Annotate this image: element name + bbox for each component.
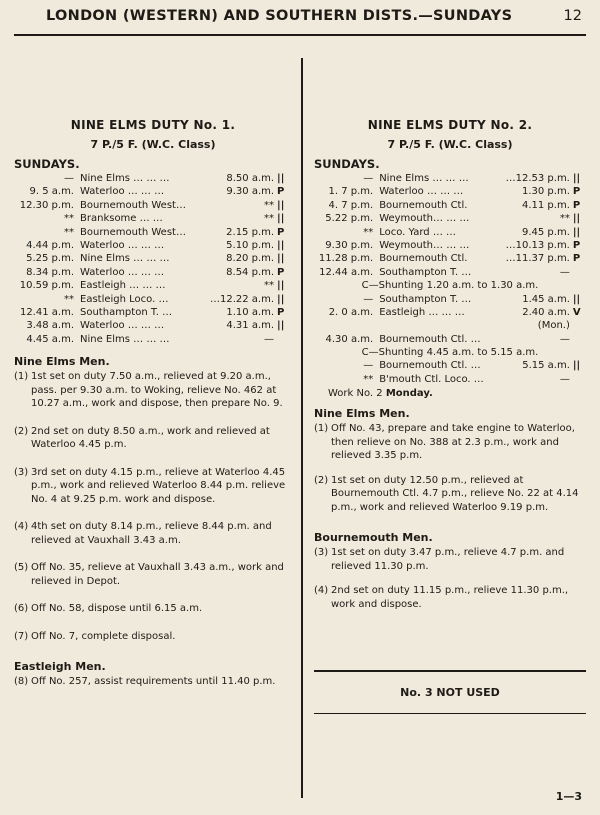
service-flag: || — [277, 239, 285, 251]
location: Southampton T. … — [379, 293, 472, 305]
arrival-time: 5.22 p.m. — [325, 213, 374, 225]
work-line: Work No. 2 Monday. — [328, 388, 433, 400]
departure-time: ** — [264, 199, 275, 211]
duty-2-class: 7 P./5 F. (W.C. Class) — [387, 138, 513, 151]
table-row — [14, 227, 291, 240]
note-text: 3rd set on duty 4.15 p.m., relieve at Waterloo 4.45 p.m., work and relieved Waterloo 8.44 p.m. relieve No. 4 at 9.25 p.m. work and dispose. — [31, 466, 286, 505]
table-row — [314, 360, 586, 373]
group-gap — [314, 514, 586, 523]
crew-note — [14, 602, 292, 616]
location: Bournemouth West… — [80, 199, 186, 211]
arrival-time: 9.30 p.m. — [325, 239, 374, 251]
service-flag — [570, 320, 586, 333]
arrival-time: ** — [64, 293, 74, 305]
departure-time: — — [559, 266, 570, 278]
shunting-note — [314, 280, 586, 293]
service-flag: || — [277, 213, 285, 225]
arrival-time: 1. 7 p.m. — [328, 186, 374, 198]
arrival-time: 12.41 a.m. — [19, 306, 74, 318]
location: Eastleigh … … … — [379, 306, 465, 318]
arrival-time: 10.59 p.m. — [19, 280, 74, 292]
left-column — [14, 40, 292, 698]
note-text: 2nd set on duty 8.50 a.m., work and relieved at Waterloo 4.45 p.m. — [31, 425, 270, 451]
page-header — [0, 0, 600, 36]
shunting-note-text: C—Shunting 4.45 a.m. to 5.15 a.m. — [361, 347, 539, 359]
location: Southampton T. … — [379, 266, 472, 278]
departure-time: ** — [559, 213, 570, 225]
arrival-time: — — [64, 173, 74, 184]
service-flag: P — [277, 186, 285, 198]
note-number: (3) — [14, 466, 29, 478]
group-gap — [314, 611, 586, 620]
arrival-time: 4.30 a.m. — [325, 333, 374, 345]
service-flag: V — [572, 306, 581, 318]
arrival-time: 12.30 p.m. — [19, 199, 74, 211]
departure-time: 2.15 p.m. — [226, 226, 275, 238]
arrival-time: — — [363, 360, 374, 372]
crew-note — [14, 466, 292, 507]
service-flag: P — [572, 239, 581, 251]
duty-1-section: SUNDAYS. — [14, 157, 80, 171]
table-row — [314, 200, 586, 213]
table-row — [314, 253, 586, 266]
service-flag — [274, 334, 291, 347]
note-number: (2) — [314, 474, 329, 486]
departure-time: 5.15 a.m. — [522, 360, 570, 372]
location: Eastleigh Loco. … — [80, 293, 169, 305]
note-text: 1st set on duty 3.47 p.m., relieve 4.7 p.m. and relieved 11.30 p.m. — [331, 547, 565, 572]
arrival-time: ** — [64, 226, 74, 238]
departure-time: 5.10 p.m. — [226, 239, 275, 251]
service-flag: P — [277, 266, 285, 278]
note-number: (3) — [314, 547, 329, 559]
service-flag: P — [572, 186, 581, 198]
duty-2-notes — [314, 407, 586, 620]
crew-note — [314, 422, 586, 463]
table-row — [314, 227, 586, 240]
note-text: 4th set on duty 8.14 p.m., relieve 8.44 p.m. and relieved at Vauxhall 3.43 a.m. — [31, 521, 272, 546]
location: Waterloo … … … — [80, 320, 165, 332]
table-row — [314, 240, 586, 253]
not-used-rule-bottom — [314, 713, 586, 715]
note-number: (6) — [14, 603, 29, 615]
location: Nine Elms … … … — [80, 253, 170, 265]
departure-time: …12.22 a.m. — [210, 293, 275, 305]
location: Bournemouth Ctl. — [379, 199, 468, 211]
departure-time: ** — [264, 280, 275, 292]
service-flag — [570, 374, 586, 387]
service-flag: || — [277, 320, 285, 332]
crew-heading: Eastleigh Men. — [14, 660, 106, 674]
table-row — [14, 240, 291, 253]
duty-2-title: NINE ELMS DUTY No. 2. — [367, 118, 533, 132]
note-gap — [14, 547, 292, 559]
departure-time: 9.45 p.m. — [521, 226, 570, 238]
crew-note — [14, 370, 292, 411]
note-gap — [14, 588, 292, 600]
table-row — [314, 267, 586, 280]
arrival-time: 4. 7 p.m. — [328, 199, 374, 211]
departure-time: (Mon.) — [537, 320, 570, 332]
page-title: LONDON (WESTERN) AND SOUTHERN DISTS.—SUNDAYS — [46, 8, 513, 24]
note-number: (1) — [314, 423, 329, 435]
header-rule — [14, 34, 586, 36]
crew-note — [14, 630, 292, 644]
crew-heading: Nine Elms Men. — [314, 407, 410, 421]
table-row — [14, 280, 291, 293]
note-number: (8) — [14, 676, 29, 688]
note-text: 1st set on duty 12.50 p.m., relieved at Bournemouth Ctl. 4.7 p.m., relieve No. 22 at 4.14 p.m., work and relieved Waterloo 9.19 p.m. — [331, 474, 579, 513]
table-row — [14, 294, 291, 307]
crew-note — [314, 546, 586, 573]
table-row — [314, 334, 586, 347]
service-flag: P — [277, 226, 285, 238]
table-row — [314, 374, 586, 387]
crew-note — [14, 675, 292, 689]
departure-time: 1.30 p.m. — [521, 186, 570, 198]
departure-time: …10.13 p.m. — [505, 239, 570, 251]
departure-time: ** — [264, 213, 275, 225]
table-row — [14, 267, 291, 280]
note-gap — [14, 452, 292, 464]
crew-note — [314, 584, 586, 611]
note-gap — [14, 506, 292, 518]
crew-heading: Nine Elms Men. — [14, 355, 110, 369]
note-text: Off No. 7, complete disposal. — [31, 630, 176, 642]
location: Bournemouth Ctl. … — [379, 360, 481, 372]
departure-time: 8.20 p.m. — [226, 253, 275, 265]
duty-1-title: NINE ELMS DUTY No. 1. — [70, 118, 236, 132]
note-gap — [314, 463, 586, 472]
arrival-time: 11.28 p.m. — [318, 253, 374, 265]
table-row — [314, 320, 586, 333]
table-row — [314, 213, 586, 226]
departure-time: 2.40 a.m. — [522, 306, 570, 318]
location: B'mouth Ctl. Loco. … — [379, 373, 484, 385]
table-row — [14, 253, 291, 266]
service-flag: || — [572, 213, 581, 225]
note-number: (5) — [14, 562, 29, 574]
table-row — [14, 186, 291, 199]
page-ref: 1—3 — [555, 790, 582, 803]
crew-heading: Bournemouth Men. — [314, 531, 433, 545]
departure-time: 8.50 a.m. — [226, 173, 275, 184]
duty-2-section: SUNDAYS. — [314, 157, 380, 171]
note-gap — [14, 411, 292, 423]
service-flag: P — [277, 306, 285, 318]
duty-1-timetable — [14, 173, 291, 347]
departure-time: 4.11 p.m. — [521, 199, 570, 211]
location: Bournemouth Ctl. … — [379, 333, 481, 345]
departure-time: — — [264, 333, 275, 345]
right-column — [314, 40, 586, 714]
table-row — [14, 173, 291, 186]
note-text: Off No. 257, assist requirements until 11.40 p.m. — [31, 676, 276, 688]
crew-note — [14, 425, 292, 452]
service-flag: || — [572, 293, 581, 305]
service-flag: || — [572, 360, 581, 372]
table-row — [314, 186, 586, 199]
departure-time: …11.37 p.m. — [505, 253, 570, 265]
arrival-time — [314, 320, 379, 333]
departure-time: — — [559, 373, 570, 385]
location: Waterloo … … … — [80, 239, 165, 251]
note-text: Off No. 43, prepare and take engine to Waterloo, then relieve on No. 388 at 2.3 p.m., work and relieved 3.35 p.m. — [331, 423, 575, 462]
location: Nine Elms … … … — [80, 173, 170, 184]
service-flag: || — [277, 293, 285, 305]
arrival-time: 12.44 a.m. — [319, 266, 374, 278]
location: Bournemouth West… — [80, 226, 186, 238]
crew-note — [314, 474, 586, 515]
location: Branksome … … — [80, 213, 163, 225]
departure-time: 9.30 a.m. — [226, 186, 275, 198]
arrival-time: ** — [363, 226, 374, 238]
location: Waterloo … … … — [80, 266, 165, 278]
location: Loco. Yard … … — [379, 226, 456, 238]
arrival-time: 5.25 p.m. — [26, 253, 74, 265]
arrival-time: 2. 0 a.m. — [328, 306, 374, 318]
column-divider — [301, 58, 303, 798]
group-gap — [14, 643, 292, 652]
departure-time: 1.10 a.m. — [226, 306, 275, 318]
note-number: (7) — [14, 630, 29, 642]
note-number: (2) — [14, 425, 29, 437]
table-row — [14, 334, 291, 347]
note-number: (4) — [14, 521, 29, 533]
note-gap — [314, 573, 586, 582]
location — [379, 320, 505, 333]
location: Waterloo … … … — [379, 186, 464, 198]
table-row — [314, 294, 586, 307]
departure-time: 1.45 a.m. — [522, 293, 570, 305]
arrival-time: ** — [64, 213, 74, 225]
shunting-note-text: C—Shunting 1.20 a.m. to 1.30 a.m. — [361, 280, 539, 292]
page-number: 12 — [563, 8, 582, 24]
table-row — [14, 213, 291, 226]
arrival-time: 4.44 p.m. — [26, 239, 74, 251]
service-flag: || — [277, 199, 285, 211]
duty-2-timetable — [314, 173, 586, 387]
note-gap — [14, 616, 292, 628]
location: Weymouth… … … — [379, 239, 470, 251]
departure-time: 4.31 a.m. — [226, 320, 275, 332]
group-gap — [14, 689, 292, 698]
table-row — [314, 173, 586, 186]
note-number: (1) — [14, 371, 29, 383]
service-flag: || — [277, 173, 285, 184]
location: Eastleigh … … … — [80, 280, 166, 292]
service-flag: || — [572, 226, 581, 238]
departure-time: — — [559, 333, 570, 345]
note-number: (4) — [314, 585, 329, 597]
arrival-time: 3.48 a.m. — [26, 320, 74, 332]
arrival-time: — — [363, 293, 374, 305]
location: Nine Elms … … … — [80, 333, 170, 345]
location: Weymouth… … … — [379, 213, 470, 225]
service-flag: || — [572, 173, 581, 184]
service-flag: P — [572, 199, 581, 211]
location: Waterloo … … … — [80, 186, 165, 198]
arrival-time: 4.45 a.m. — [26, 333, 74, 345]
table-row — [14, 307, 291, 320]
table-row — [14, 320, 291, 333]
arrival-time: — — [363, 173, 374, 184]
service-flag: P — [572, 253, 581, 265]
departure-time: 8.54 p.m. — [226, 266, 275, 278]
crew-note — [14, 520, 292, 547]
not-used-label: No. 3 NOT USED — [400, 685, 500, 699]
arrival-time: ** — [363, 373, 374, 385]
location: Southampton T. … — [80, 306, 173, 318]
service-flag: || — [277, 253, 285, 265]
note-text: Off No. 35, relieve at Vauxhall 3.43 a.m., work and relieved in Depot. — [31, 562, 284, 587]
service-flag — [570, 267, 586, 280]
location: Bournemouth Ctl. — [379, 253, 468, 265]
arrival-time: 8.34 p.m. — [26, 266, 74, 278]
crew-note — [14, 561, 292, 588]
note-text: 1st set on duty 7.50 a.m., relieved at 9.20 a.m., pass. per 9.30 a.m. to Woking, relieve No. 462 at 10.27 a.m., work and dispose, then prepare No. 9. — [31, 371, 283, 410]
duty-1-class: 7 P./5 F. (W.C. Class) — [90, 138, 216, 151]
service-flag: || — [277, 280, 285, 292]
arrival-time: 9. 5 a.m. — [29, 186, 74, 198]
duty-1-notes — [14, 355, 292, 698]
table-row — [14, 200, 291, 213]
note-text: Off No. 58, dispose until 6.15 a.m. — [31, 603, 203, 615]
shunting-note — [314, 347, 586, 360]
location: Nine Elms … … … — [379, 173, 469, 184]
departure-time: …12.53 p.m. — [505, 173, 570, 184]
note-text: 2nd set on duty 11.15 p.m., relieve 11.30 p.m., work and dispose. — [331, 585, 569, 610]
table-row — [314, 307, 586, 320]
service-flag — [570, 334, 586, 347]
